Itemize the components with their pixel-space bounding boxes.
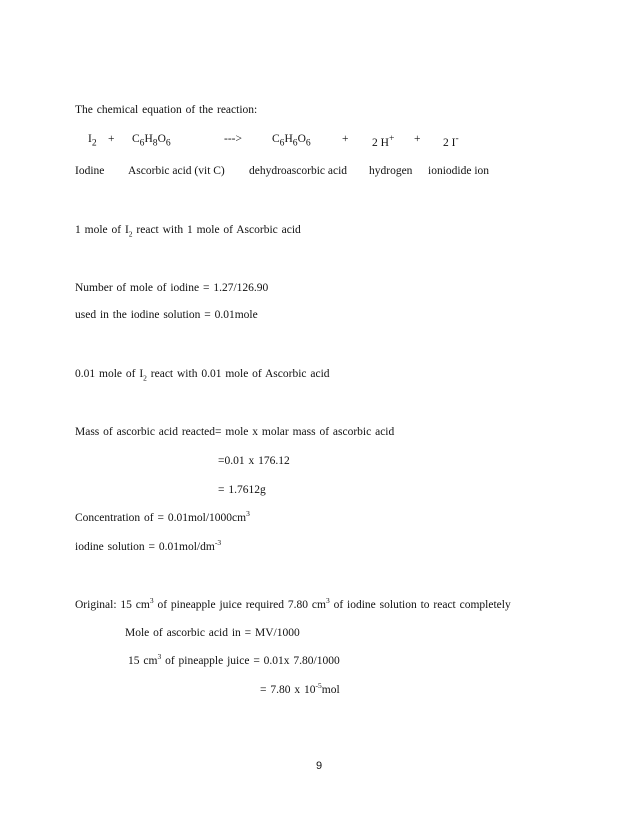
mole-ratio-line: 1 mole of $I_2$ react with 1 mole of Ascorbic acid (75, 224, 301, 239)
name-iodine: Iodine (75, 165, 105, 177)
name-dehydroascorbic-acid: dehydroascorbic acid (249, 165, 348, 177)
plus-sign: + (342, 133, 349, 145)
reactant-iodine: $I_2$ (88, 133, 97, 149)
mole-calc-line-1: Mole of ascorbic acid in = MV/1000 (125, 627, 300, 639)
mass-calc-line: =0.01 x 176.12 (218, 455, 290, 467)
concentration-line-2: iodine solution = $0.01mol/dm^{-3}$ (75, 538, 222, 553)
product-hydrogen-ion: 2 H+ (372, 133, 395, 149)
reaction-arrow: ---> (224, 133, 242, 145)
name-ascorbic-acid: Ascorbic acid (vit C) (128, 165, 225, 177)
page-number: 9 (315, 760, 323, 772)
product-iodide-ion: 2 I- (443, 133, 459, 149)
mole-calc-line-3: = 7.80 x $10^{-5}mol$ (260, 681, 340, 696)
plus-sign: + (108, 133, 115, 145)
iodine-moles-line: Number of mole of iodine = 1.27/126.90 (75, 282, 269, 294)
original-sample-line: Original: 15 $cm^3$ of pineapple juice required 7.80 $cm^3$ of iodine solution to react completely (75, 596, 511, 611)
plus-sign: + (414, 133, 421, 145)
product-dehydroascorbic-acid: $C_6H_6O_6$ (272, 133, 311, 149)
name-iodide-ion: ioniodide ion (428, 165, 490, 177)
name-hydrogen: hydrogen (369, 165, 413, 177)
reactant-ascorbic-acid: $C_6H_8O_6$ (132, 133, 171, 149)
iodine-solution-moles-line: used in the iodine solution = 0.01mole (75, 309, 258, 321)
mass-result-line: = 1.7612g (218, 484, 266, 496)
reaction-heading: The chemical equation of the reaction: (75, 104, 258, 116)
mole-ratio-line-2: 0.01 mole of $I_2$ react with 0.01 mole of Ascorbic acid (75, 368, 330, 383)
mass-formula-line: Mass of ascorbic acid reacted= mole x molar mass of ascorbic acid (75, 426, 395, 438)
concentration-line-1: Concentration of = $0.01mol/1000cm^3$ (75, 509, 250, 524)
mole-calc-line-2: 15 $cm^3$ of pineapple juice = 0.01x 7.80/1000 (128, 652, 340, 667)
